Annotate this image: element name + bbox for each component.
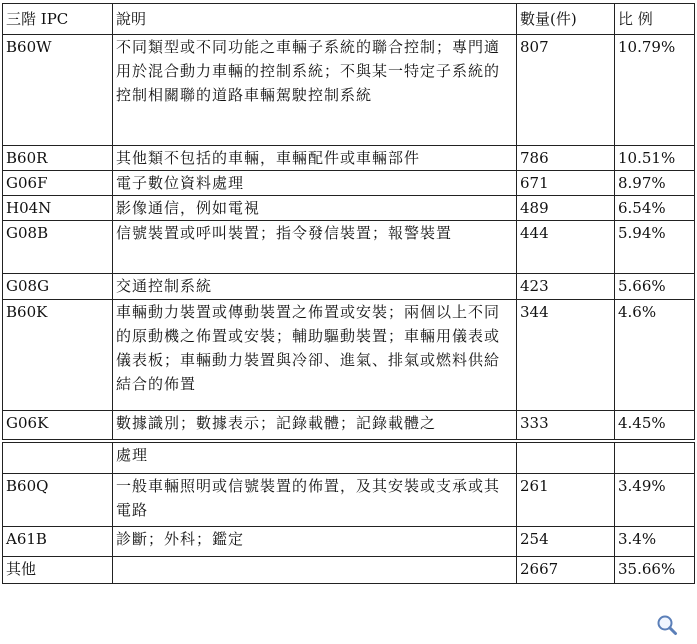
ipc-statistics-table xyxy=(2,3,695,584)
table-row xyxy=(3,411,695,442)
ipc-table-page xyxy=(2,3,694,584)
table-row xyxy=(3,527,695,557)
table-row xyxy=(3,35,695,146)
patent-ratio: 10.51% xyxy=(615,146,695,171)
patent-count: 344 xyxy=(517,300,615,411)
ipc-description: 其他類不包括的車輛，車輛配件或車輛部件 xyxy=(113,146,517,171)
patent-ratio: 8.97% xyxy=(615,171,695,196)
ipc-description: 數據識別；數據表示；記錄載體；記錄載體之 xyxy=(113,411,517,442)
table-row xyxy=(3,300,695,411)
patent-count xyxy=(517,441,615,474)
ipc-code: A61B xyxy=(3,527,113,557)
table-row-other xyxy=(3,557,695,584)
ipc-description: 影像通信，例如電視 xyxy=(113,196,517,221)
table-row xyxy=(3,274,695,300)
magnifier-icon[interactable] xyxy=(656,614,678,636)
ipc-code: G08G xyxy=(3,274,113,300)
ipc-description: 電子數位資料處理 xyxy=(113,171,517,196)
table-row xyxy=(3,221,695,274)
patent-count: 254 xyxy=(517,527,615,557)
ipc-description: 不同類型或不同功能之車輛子系統的聯合控制；專門適用於混合動力車輛的控制系統；不與某一特定子系統的控制相關聯的道路車輛駕駛控制系統 xyxy=(113,35,517,146)
ipc-code: H04N xyxy=(3,196,113,221)
patent-count: 261 xyxy=(517,474,615,527)
ipc-code: G08B xyxy=(3,221,113,274)
patent-count: 444 xyxy=(517,221,615,274)
header-ratio: 比 例 xyxy=(615,4,695,35)
ipc-description: 車輛動力裝置或傳動裝置之佈置或安裝；兩個以上不同的原動機之佈置或安裝；輔助驅動裝置；車輛用儀表或儀表板；車輛動力裝置與冷卻、進氣、排氣或燃料供給結合的佈置 xyxy=(113,300,517,411)
patent-ratio: 35.66% xyxy=(615,557,695,584)
patent-ratio: 4.45% xyxy=(615,411,695,442)
patent-count: 671 xyxy=(517,171,615,196)
patent-ratio: 5.94% xyxy=(615,221,695,274)
patent-ratio: 3.4% xyxy=(615,527,695,557)
patent-count: 423 xyxy=(517,274,615,300)
ipc-code: B60K xyxy=(3,300,113,411)
table-header-row xyxy=(3,4,695,35)
table-row xyxy=(3,196,695,221)
table-row xyxy=(3,171,695,196)
ipc-code: B60W xyxy=(3,35,113,146)
ipc-code: 其他 xyxy=(3,557,113,584)
patent-ratio xyxy=(615,441,695,474)
ipc-code: B60Q xyxy=(3,474,113,527)
header-count: 數量(件) xyxy=(517,4,615,35)
table-row xyxy=(3,146,695,171)
patent-ratio: 5.66% xyxy=(615,274,695,300)
ipc-code: G06K xyxy=(3,411,113,442)
patent-ratio: 4.6% xyxy=(615,300,695,411)
header-description: 說明 xyxy=(113,4,517,35)
ipc-description xyxy=(113,557,517,584)
header-ipc: 三階 IPC xyxy=(3,4,113,35)
patent-count: 2667 xyxy=(517,557,615,584)
patent-ratio: 10.79% xyxy=(615,35,695,146)
patent-count: 786 xyxy=(517,146,615,171)
patent-count: 489 xyxy=(517,196,615,221)
patent-ratio: 6.54% xyxy=(615,196,695,221)
ipc-code xyxy=(3,441,113,474)
patent-count: 807 xyxy=(517,35,615,146)
patent-ratio: 3.49% xyxy=(615,474,695,527)
ipc-description: 診斷；外科；鑑定 xyxy=(113,527,517,557)
ipc-description: 處理 xyxy=(113,441,517,474)
ipc-description: 信號裝置或呼叫裝置；指令發信裝置；報警裝置 xyxy=(113,221,517,274)
ipc-description: 交通控制系統 xyxy=(113,274,517,300)
ipc-code: G06F xyxy=(3,171,113,196)
ipc-code: B60R xyxy=(3,146,113,171)
patent-count: 333 xyxy=(517,411,615,442)
table-row-continuation xyxy=(3,441,695,474)
table-row xyxy=(3,474,695,527)
ipc-description: 一般車輛照明或信號裝置的佈置，及其安裝或支承或其電路 xyxy=(113,474,517,527)
